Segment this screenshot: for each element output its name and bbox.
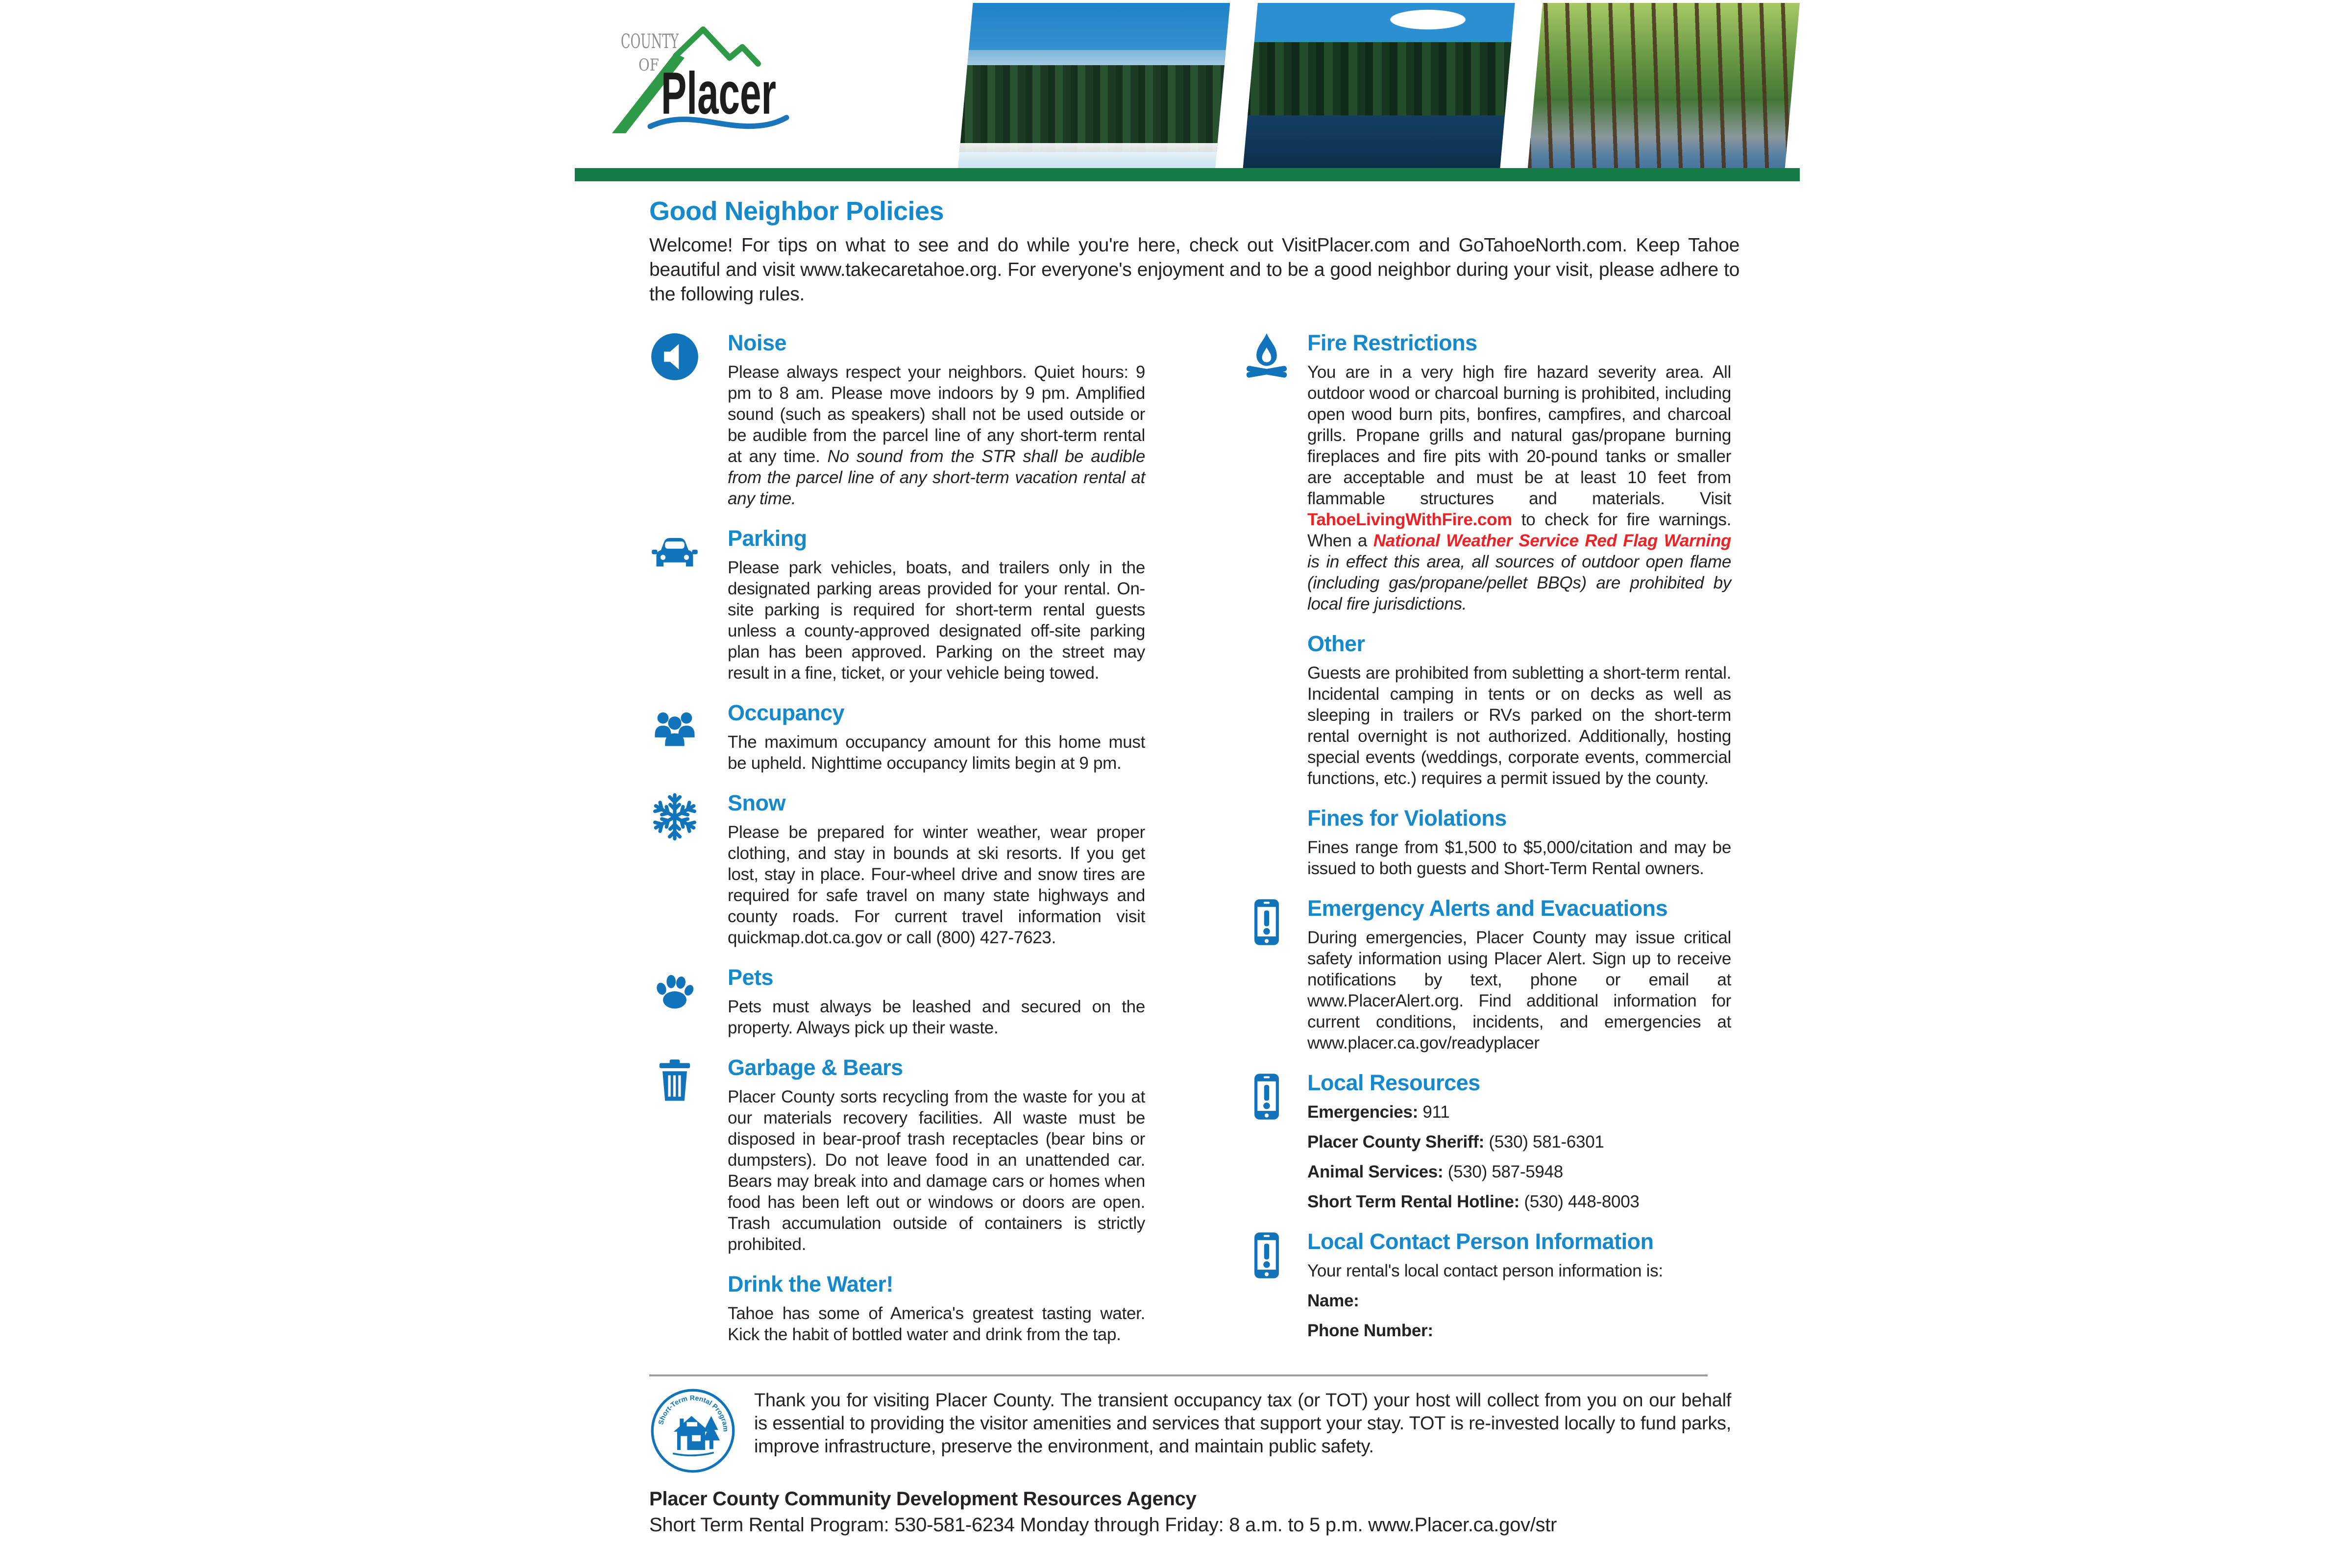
text-run: Tahoe has some of America's greatest tasting water. Kick the habit of bottled water and drink from the tap. (728, 1304, 1145, 1344)
forest-creek-photo (1528, 3, 1800, 170)
placer-county-logo (606, 10, 910, 157)
section-paragraph (728, 822, 1145, 948)
section-other (1241, 631, 1731, 789)
agency-block (649, 1488, 1731, 1536)
section-paragraph (1307, 1260, 1731, 1281)
intro-paragraph: Welcome! For tips on what to see and do while you're here, check out VisitPlacer.com and GoTahoeNorth.com. Keep Tahoe beautiful and visit www.takecaretahoe.org. For everyone's enjoyment and to be a good neighbor during your visit, please adhere to the following rules. (649, 235, 1740, 305)
text-run: During emergencies, Placer County may issue critical safety information using Placer Alert. Sign up to receive notifications by text, phone or email at www.PlacerAlert.org. Find additional information for current conditions, incidents, and emergencies at www.placer.ca.gov/readyplacer (1307, 928, 1731, 1053)
logo-county-text: COUNTY (621, 30, 679, 53)
left-column (649, 330, 1145, 1362)
text-run: Pets must always be leashed and secured on the property. Always pick up their waste. (728, 997, 1145, 1037)
section-paragraph (1307, 662, 1731, 789)
section-snow (649, 790, 1145, 948)
text-run: (530) 448-8003 (1524, 1192, 1640, 1211)
section-paragraph (1307, 362, 1731, 614)
paw-icon (649, 965, 728, 1038)
text-run: You are in a very high fire hazard severity area. All outdoor wood or charcoal burning is prohibited, including open wood burn pits, bonfires, campfires, and charcoal grills. Propane grills and natural gas/propane burning fireplaces and fire pits with 20-pound tanks or smaller are acceptable and must be at least 10 feet from flammable structures and materials. Visit (1307, 363, 1731, 508)
section-heading: Noise (728, 330, 787, 355)
text-run: National Weather Service Red Flag Warning (1373, 531, 1731, 550)
section-garbage-bears (649, 1055, 1145, 1255)
text-run: Short Term Rental Hotline: (1307, 1192, 1524, 1211)
section-paragraph (728, 996, 1145, 1038)
text-run: Your rental's local contact person information is: (1307, 1261, 1663, 1280)
text-run: 911 (1422, 1102, 1450, 1122)
section-paragraph (728, 732, 1145, 774)
section-body (728, 790, 1145, 948)
document-body (575, 196, 1800, 1536)
section-local-resources (1241, 1070, 1731, 1212)
section-body (1307, 1229, 1731, 1341)
phone-alert-icon (1241, 896, 1307, 1054)
section-body (728, 1272, 1145, 1345)
campfire-icon (1241, 330, 1307, 614)
no-icon (1241, 806, 1307, 879)
people-icon (649, 700, 728, 774)
text-run: (530) 581-6301 (1489, 1132, 1604, 1152)
section-body (728, 700, 1145, 774)
trash-icon (649, 1055, 728, 1255)
section-paragraph (1307, 1290, 1731, 1311)
footer-thanks-paragraph: Thank you for visiting Placer County. The transient occupancy tax (or TOT) your host will collect from you on our behalf is essential to providing the visitor amenities and services that support your stay. TOT is re-invested locally to fund parks, improve infrastructure, preserve the environment, and maintain public safety. (754, 1390, 1731, 1457)
speaker-icon (649, 330, 728, 509)
cabin-icon (673, 1416, 720, 1456)
text-run: to check for fire warnings. When a (1307, 510, 1731, 550)
banner-photos (958, 3, 1800, 170)
text-run: Emergencies: (1307, 1102, 1423, 1122)
agency-name: Placer County Community Development Resources Agency (649, 1488, 1197, 1510)
section-paragraph (1307, 1131, 1731, 1152)
section-body (728, 526, 1145, 684)
section-paragraph (1307, 1161, 1731, 1182)
text-run: Please park vehicles, boats, and trailers only in the designated parking areas provided for your rental. On-site parking is required for short-term rental guests unless a county-approved designated off-site parking plan has been approved. Parking on the street may result in a fine, ticket, or your vehicle being towed. (728, 558, 1145, 683)
document-page (575, 0, 1800, 1568)
masthead (575, 0, 1800, 182)
agency-contact-line: Short Term Rental Program: 530-581-6234 Monday through Friday: 8 a.m. to 5 p.m. www.Placer.ca.gov/str (649, 1514, 1557, 1536)
section-paragraph (1307, 837, 1731, 879)
section-heading: Pets (728, 965, 774, 990)
text-run: Placer County Sheriff: (1307, 1132, 1489, 1152)
text-run: TahoeLivingWithFire.com (1307, 510, 1512, 529)
text-run: Placer County sorts recycling from the waste for you at our materials recovery facilities. All waste must be disposed in bear-proof trash receptacles (bear bins or dumpsters). Do not leave food in an unattended car. Bears may break into and damage cars or homes when food has been left out or windows or doors are open. Trash accumulation outside of containers is strictly prohibited. (728, 1087, 1145, 1254)
section-paragraph (1307, 927, 1731, 1054)
section-drink-water (649, 1272, 1145, 1345)
section-heading: Other (1307, 631, 1365, 656)
text-run: The maximum occupancy amount for this home must be upheld. Nighttime occupancy limits begin at 9 pm. (728, 733, 1145, 773)
text-run: (530) 587-5948 (1447, 1162, 1563, 1181)
section-heading: Parking (728, 526, 807, 551)
text-run: Phone Number: (1307, 1321, 1433, 1340)
footer-divider (649, 1374, 1708, 1376)
section-body (728, 330, 1145, 509)
section-body (1307, 1070, 1731, 1212)
section-body (728, 965, 1145, 1038)
section-local-contact (1241, 1229, 1731, 1341)
no-icon (649, 1272, 728, 1345)
logo-placer-text: Placer (661, 60, 776, 126)
text-run: Please be prepared for winter weather, wear proper clothing, and stay in bounds at ski resorts. If you get lost, stay in place. Four-wheel drive and snow tires are required for safe travel on many state highways and county roads. For current travel information visit quickmap.dot.ca.gov or call (800) 427-7623. (728, 823, 1145, 947)
section-parking (649, 526, 1145, 684)
section-heading: Drink the Water! (728, 1272, 893, 1297)
section-paragraph (728, 1303, 1145, 1345)
seal-arc-text: Short-Term Rental Program (657, 1394, 730, 1432)
winter-cabins-photo (958, 3, 1230, 170)
section-heading: Local Resources (1307, 1070, 1480, 1095)
section-paragraph (728, 1086, 1145, 1255)
phone-alert-icon (1241, 1229, 1307, 1341)
section-paragraph (1307, 1320, 1731, 1341)
text-run: Animal Services: (1307, 1162, 1448, 1181)
section-fines (1241, 806, 1731, 879)
section-heading: Fire Restrictions (1307, 330, 1477, 355)
section-paragraph (1307, 1191, 1731, 1212)
section-heading: Snow (728, 790, 785, 815)
section-paragraph (728, 362, 1145, 509)
section-paragraph (1307, 1102, 1731, 1123)
str-program-seal-icon (649, 1387, 737, 1474)
section-emergency-alerts (1241, 896, 1731, 1054)
car-icon (649, 526, 728, 684)
page-title: Good Neighbor Policies (649, 196, 944, 226)
phone-alert-icon (1241, 1070, 1307, 1212)
section-heading: Emergency Alerts and Evacuations (1307, 896, 1668, 921)
section-heading: Local Contact Person Information (1307, 1229, 1654, 1254)
green-divider-bar (575, 168, 1800, 181)
snowflake-icon (649, 790, 728, 948)
no-icon (1241, 631, 1307, 789)
section-heading: Garbage & Bears (728, 1055, 903, 1080)
section-noise (649, 330, 1145, 509)
policy-columns (649, 330, 1731, 1362)
section-body (728, 1055, 1145, 1255)
footer (649, 1387, 1731, 1474)
section-body (1307, 330, 1731, 614)
text-run: Name: (1307, 1291, 1359, 1310)
section-body (1307, 631, 1731, 789)
section-body (1307, 896, 1731, 1054)
text-run: Fines range from $1,500 to $5,000/citation and may be issued to both guests and Short-Term Rental owners. (1307, 838, 1731, 878)
section-heading: Fines for Violations (1307, 806, 1507, 831)
section-body (1307, 806, 1731, 879)
section-paragraph (728, 557, 1145, 684)
logo-of-text: OF (638, 55, 659, 75)
text-run: Guests are prohibited from subletting a short-term rental. Incidental camping in tents or on decks as well as sleeping in trailers or RVs parked on the short-term rental overnight is not authorized. Additionally, hosting special events (weddings, corporate events, commercial functions, etc.) requires a permit issued by the county. (1307, 663, 1731, 788)
lake-forest-photo (1243, 3, 1515, 170)
right-column (1241, 330, 1731, 1358)
section-pets (649, 965, 1145, 1038)
section-fire-restrictions (1241, 330, 1731, 614)
text-run: No sound from the STR shall be audible from the parcel line of any short-term vacation rental at any time. (728, 447, 1145, 508)
section-heading: Occupancy (728, 700, 845, 725)
section-occupancy (649, 700, 1145, 774)
text-run: Please always respect your neighbors. Quiet hours: 9 pm to 8 am. Please move indoors by 9 pm. Amplified sound (such as speakers) shall not be used outside or be audible from the parcel line of any short-term rental at any time. (728, 363, 1145, 466)
text-run: is in effect this area, all sources of outdoor open flame (including gas/propane/pellet BBQs) are prohibited by local fire jurisdictions. (1307, 552, 1731, 613)
